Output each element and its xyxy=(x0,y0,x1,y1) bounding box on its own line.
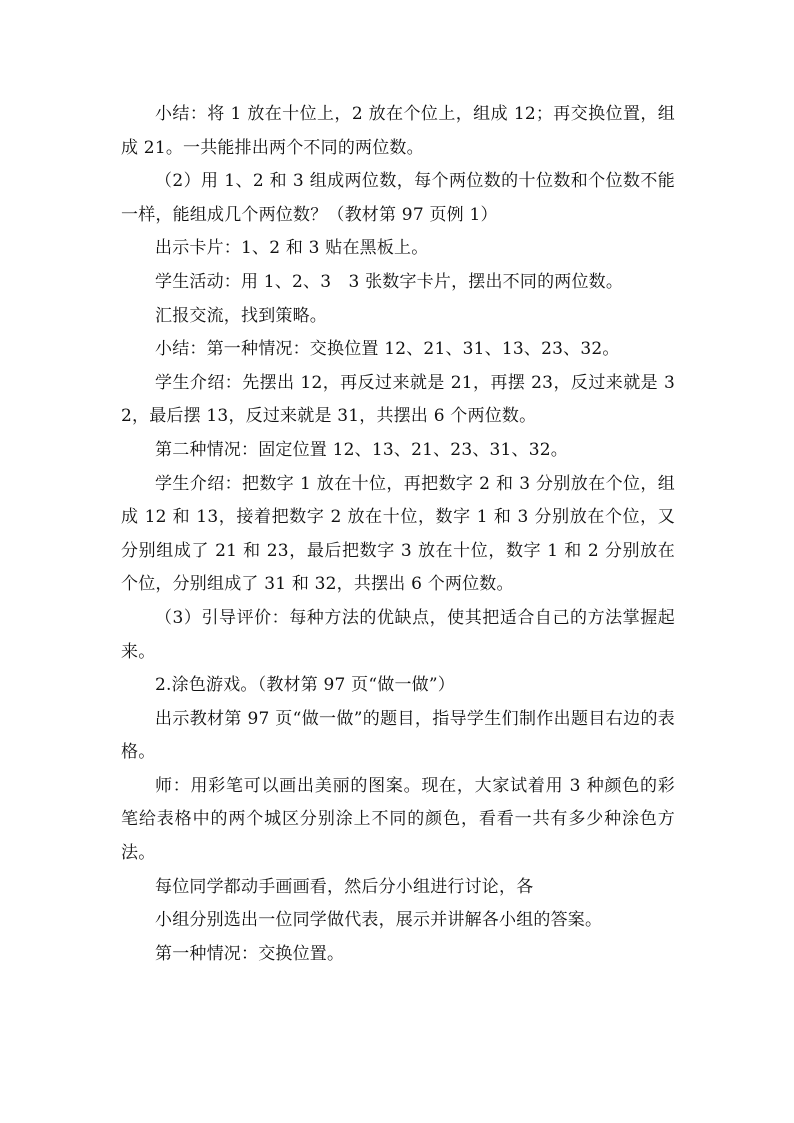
paragraph-evaluation: （3）引导评价：每种方法的优缺点，使其把适合自己的方法掌握起来。 xyxy=(121,607,675,662)
paragraph-summary-1: 小结：将 1 放在十位上，2 放在个位上，组成 12；再交换位置，组成 21。一共能排出两个不同的两位数。 xyxy=(121,104,675,158)
paragraph-group-representative: 小组分别选出一位同学做代表，展示并讲解各小组的答案。 xyxy=(155,910,603,931)
document-body xyxy=(121,98,675,971)
paragraph-show-cards: 出示卡片：1、2 和 3 贴在黑板上。 xyxy=(155,238,429,259)
paragraph-student-activity: 学生活动：用 1、2、3 3 张数字卡片，摆出不同的两位数。 xyxy=(155,271,624,292)
paragraph-second-case: 第二种情况：固定位置 12、13、21、23、31、32。 xyxy=(155,439,568,460)
paragraph-student-intro-2: 学生介绍：把数字 1 放在十位，再把数字 2 和 3 分别放在个位，组成 12 和 13，接着把数字 2 放在十位，数字 1 和 3 分别放在个位，又分别组成了 21 和 23，最后把数字 3 放在十位，数字 1 和 2 分别放在个位，分别组成了 31 和 32，共摆出 6 个两位数。 xyxy=(121,473,675,595)
paragraph-report-exchange: 汇报交流，找到策略。 xyxy=(155,305,327,326)
paragraph-student-intro-1: 学生介绍：先摆出 12，再反过来就是 21，再摆 23，反过来就是 32，最后摆 13，反过来就是 31，共摆出 6 个两位数。 xyxy=(121,372,675,427)
paragraph-teacher-instruction: 师：用彩笔可以画出美丽的图案。现在，大家试着用 3 种颜色的彩笔给表格中的两个城区分别涂上不同的颜色，看看一共有多少种涂色方法。 xyxy=(121,775,675,864)
paragraph-first-case: 第一种情况：交换位置。 xyxy=(155,943,345,964)
paragraph-show-textbook: 出示教材第 97 页“做一做”的题目，指导学生们制作出题目右边的表格。 xyxy=(121,708,675,763)
paragraph-coloring-game: 2.涂色游戏。（教材第 97 页“做一做”） xyxy=(155,675,455,696)
paragraph-example-question: （2）用 1、2 和 3 组成两位数，每个两位数的十位数和个位数不能一样，能组成几个两位数？（教材第 97 页例 1） xyxy=(121,171,675,225)
paragraph-group-discussion: 每位同学都动手画画看，然后分小组进行讨论，各 xyxy=(155,876,534,897)
paragraph-summary-2: 小结：第一种情况：交换位置 12、21、31、13、23、32。 xyxy=(155,339,620,360)
